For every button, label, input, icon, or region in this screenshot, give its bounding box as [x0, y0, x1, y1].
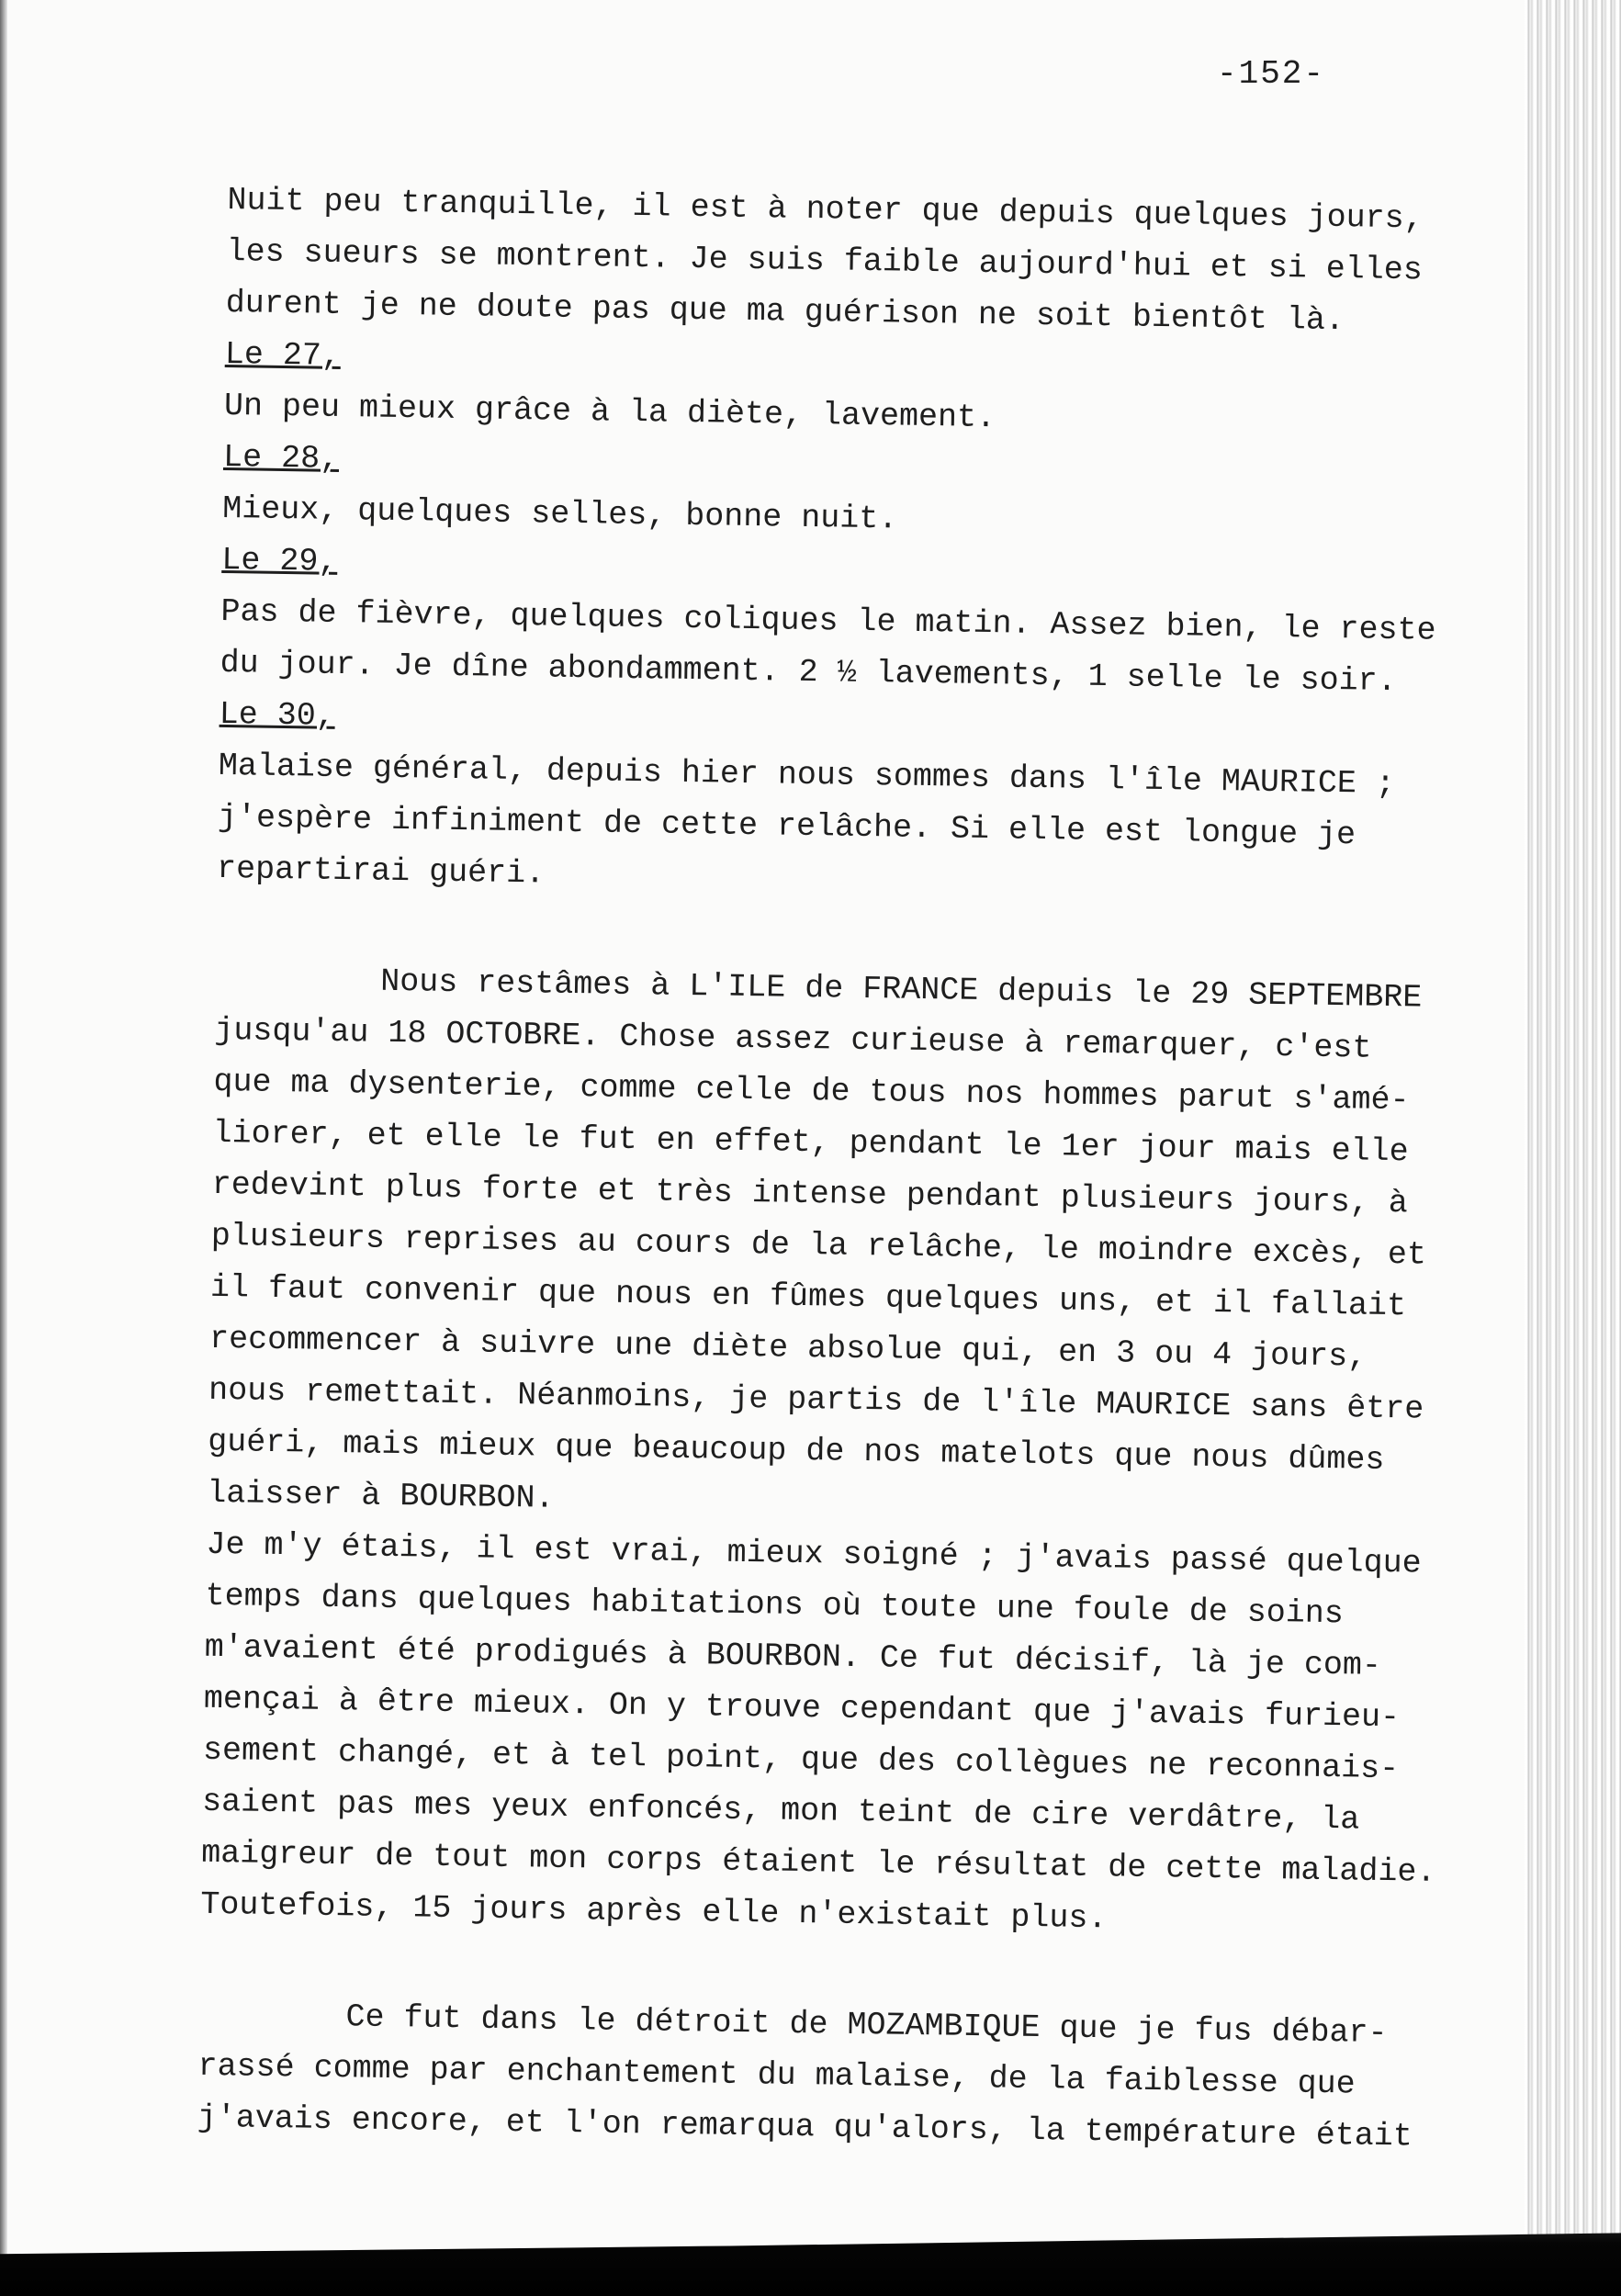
paragraph-line: redevint plus forte et très intense pendant plusieurs jours, à — [211, 1165, 1409, 1222]
scan-shadow-band — [0, 2215, 1621, 2296]
text-line: Nuit peu tranquille, il est à noter que depuis quelques jours, — [227, 181, 1424, 238]
paragraph-line: laisser à BOURBON. — [207, 1474, 555, 1517]
paragraph-line: sement changé, et à tel point, que des collègues ne reconnais- — [202, 1731, 1400, 1788]
entry-date: Le 29, — [221, 541, 338, 580]
text-line: du jour. Je dîne abondamment. 2 ½ lavements, 1 selle le soir. — [220, 644, 1398, 701]
paragraph-line: plusieurs reprises au cours de la relâche, le moindre excès, et — [210, 1217, 1427, 1274]
book-binding-edge — [1525, 0, 1621, 2296]
text-line: Malaise général, depuis hier nous sommes dans l'île MAURICE ; — [218, 747, 1396, 804]
page-left-edge — [0, 0, 7, 2296]
diary-text — [197, 174, 1449, 2163]
entry-date: Le 28, — [222, 438, 340, 478]
paragraph-line: guéri, mais mieux que beaucoup de nos matelots que nous dûmes — [208, 1423, 1385, 1479]
text-line: Un peu mieux grâce à la diète, lavement. — [223, 387, 996, 437]
paragraph-line: saient pas mes yeux enfoncés, mon teint de cire verdâtre, la — [201, 1783, 1360, 1839]
paragraph-line: Ce fut dans le détroit de MOZAMBIQUE que je fus débar- — [345, 1998, 1388, 2053]
entry-date: Le 30, — [219, 695, 336, 735]
text-line: j'espère infiniment de cette relâche. Si elle est longue je — [217, 798, 1356, 854]
text-line: Mieux, quelques selles, bonne nuit. — [221, 490, 898, 538]
paragraph-line: rassé comme par enchantement du malaise, de la faiblesse que — [197, 2047, 1356, 2103]
paragraph-line: Toutefois, 15 jours après elle n'existait plus. — [200, 1885, 1108, 1938]
paragraph-line: nous remettait. Néanmoins, je partis de l'île MAURICE sans être — [208, 1371, 1424, 1428]
paragraph-line: recommencer à suivre une diète absolue qui, en 3 ou 4 jours, — [208, 1320, 1368, 1376]
entry-date: Le 27, — [224, 335, 342, 375]
paragraph-line: temps dans quelques habitations où toute une foule de soins — [205, 1577, 1345, 1633]
paragraph-line: m'avaient été prodigués à BOURBON. Ce fut décisif, là je com- — [204, 1628, 1382, 1684]
paragraph-line: liorer, et elle le fut en effet, pendant le 1er jour mais elle — [212, 1114, 1409, 1171]
text-line: repartirai guéri. — [216, 850, 546, 893]
text-line: durent je ne doute pas que ma guérison ne soit bientôt là. — [225, 284, 1345, 340]
text-line: les sueurs se montrent. Je suis faible aujourd'hui et si elles — [226, 232, 1424, 289]
page-number: -152- — [1217, 55, 1326, 93]
text-line: Pas de fièvre, quelques coliques le matin. Assez bien, le reste — [220, 592, 1436, 649]
paragraph-line: Je m'y étais, il est vrai, mieux soigné ; j'avais passé quelque — [206, 1525, 1422, 1582]
paragraph-line: mençai à être mieux. On y trouve cependant que j'avais furieu- — [203, 1680, 1401, 1737]
paragraph-line: j'avais encore, et l'on remarqua qu'alors, la température était — [197, 2099, 1413, 2155]
paragraph-line: Nous restâmes à L'ILE de FRANCE depuis le 29 SEPTEMBRE — [379, 962, 1423, 1017]
paragraph-line: que ma dysenterie, comme celle de tous nos hommes parut s'amé- — [213, 1063, 1410, 1120]
paragraph-line: il faut convenir que nous en fûmes quelques uns, et il fallait — [209, 1268, 1407, 1325]
paragraph-line: maigreur de tout mon corps étaient le résultat de cette maladie. — [200, 1834, 1436, 1891]
paragraph-line: jusqu'au 18 OCTOBRE. Chose assez curieuse à remarquer, c'est — [214, 1011, 1372, 1067]
